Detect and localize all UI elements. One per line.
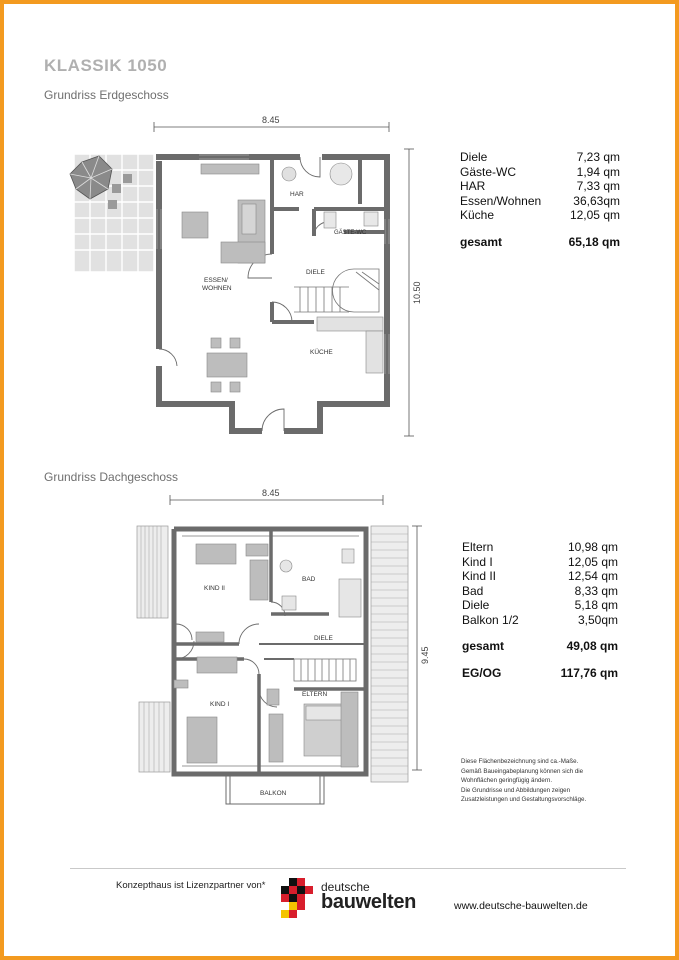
room-row: Essen/Wohnen 36,63qm	[460, 193, 620, 208]
partner-text: Konzepthaus ist Lizenzpartner von*	[116, 880, 266, 891]
attic-total-row: gesamt 49,08 qm	[462, 639, 618, 653]
balcony-label: BALKON	[260, 790, 287, 797]
roof-hatching-left	[137, 526, 170, 772]
deutsche-bauwelten-logo	[277, 874, 427, 924]
logo-word-deutsche: deutsche	[321, 880, 370, 894]
roof-hatching-right	[371, 526, 408, 782]
attic-floor-heading: Grundriss Dachgeschoss	[44, 470, 179, 484]
room-label-kitchen: KÜCHE	[310, 349, 333, 356]
room-label-guest-wc: GÄSTE-WC	[334, 230, 367, 236]
room-row: Eltern 10,98 qm	[462, 540, 618, 554]
ground-height-label: 10.50	[412, 281, 422, 304]
room-row: Diele 5,18 qm	[462, 598, 618, 612]
room-label-eltern: ELTERN	[302, 691, 328, 698]
footer-divider	[70, 868, 626, 869]
room-row: Gäste-WC 1,94 qm	[460, 164, 620, 179]
website-link[interactable]: www.deutsche-bauwelten.de	[454, 900, 588, 912]
attic-stairs	[294, 659, 356, 681]
room-row: Kind II 12,54 qm	[462, 569, 618, 583]
attic-height-label: 9.45	[420, 646, 430, 664]
room-label-bad: BAD	[302, 576, 316, 583]
room-row: Kind I 12,05 qm	[462, 554, 618, 569]
overall-total-row: EG/OG 117,76 qm	[462, 665, 618, 680]
room-row: HAR 7,33 qm	[460, 179, 620, 193]
room-row: Diele 7,23 qm	[460, 150, 620, 164]
page-title: KLASSIK 1050	[44, 56, 168, 75]
ground-interior-walls	[272, 159, 385, 322]
room-label-diele: DIELE	[314, 635, 333, 642]
ground-total-row: gesamt 65,18 qm	[460, 234, 620, 249]
attic-room-table	[462, 540, 618, 680]
room-row: Balkon 1/2 3,50qm	[462, 612, 618, 627]
ground-doors	[159, 157, 328, 431]
disclaimer-note: Diese Flächenbezeichnung sind ca.-Maße. Gemäß Baueingabeplanung können sich die Wohnflächen geringfügig ändern. Die Grundrisse und Abbildungen zeigen Zusatzleistungen und Gestaltungsvorschläge.	[461, 758, 587, 804]
attic-balcony	[226, 774, 324, 804]
logo-word-bauwelten: bauwelten	[321, 891, 417, 913]
ground-room-table	[460, 150, 620, 249]
room-label-living-2: WOHNEN	[202, 285, 232, 292]
room-row: Bad 8,33 qm	[462, 583, 618, 598]
room-label-hall: DIELE	[306, 269, 325, 276]
attic-width-label: 8.45	[262, 488, 280, 498]
ground-width-label: 8.45	[262, 115, 280, 125]
room-label-kind1: KIND I	[210, 701, 230, 708]
room-row: Küche 12,05 qm	[460, 208, 620, 222]
logo-mark-icon	[277, 874, 321, 924]
room-label-living: ESSEN/	[204, 277, 228, 284]
room-label-kind2: KIND II	[204, 585, 225, 592]
brochure-page	[4, 4, 675, 956]
ground-floor-heading: Grundriss Erdgeschoss	[44, 88, 169, 102]
room-label-har: HAR	[290, 191, 304, 198]
attic-furniture	[174, 544, 361, 767]
